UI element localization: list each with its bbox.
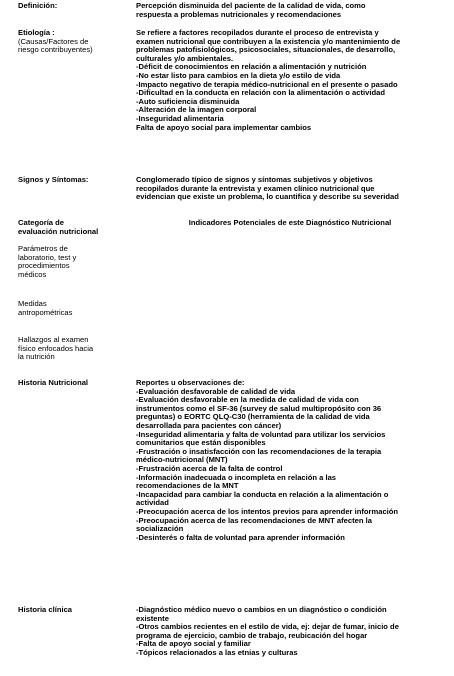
signos-text: Conglomerado típico de signos y síntomas subjetivos y objetivos recopilados durante la entrevista y examen clínico nutricional que evidencian que existe un problema, lo cuantifica y describe su severidad <box>136 175 399 202</box>
etiologia-text: Se refiere a factores recopilados durante el proceso de entrevista y examen nutricional que contribuyen a la existencia y/o mantenimiento de problemas patofisiológicos, psicosociales, situacionales, de desarrollo, culturales y/o ambientales. -Déficit de conocimientos en relación a alimentación y nutrición -No estar listo para cambios en la dieta y/o estilo de vida -Impacto negativo de terapia médico-nutricional en el presente o pasado -Dificultad en la conducta en relación con la alimentación o actividad -Auto suficiencia disminuida -Alteración de la imagen corporal -Inseguridad alimentaria Falta de apoyo social para implementar cambios <box>136 28 401 132</box>
definicion-label: Definición: <box>18 1 58 10</box>
parametros-label: Parámetros de laboratorio, test y procedimientos médicos <box>18 244 77 279</box>
medidas-label: Medidas antropométricas <box>18 299 73 317</box>
historia-clinica-label: Historia clínica <box>18 605 73 614</box>
categoria-label: Categoría de evaluación nutricional <box>18 218 99 236</box>
signos-label: Signos y Síntomas: <box>18 175 89 184</box>
historia-nutricional-label: Historia Nutricional <box>18 378 89 387</box>
historia-clinica-text: -Diagnóstico médico nuevo o cambios en un diagnóstico o condición existente -Otros cambios recientes en el estilo de vida, ej: dejar de fumar, inicio de programa de ejercicio, cambio de trabajo, reubicación del hogar -Falta de apoyo social y familiar -Tópicos relacionados a las etnias y culturas <box>136 605 399 657</box>
historia-nutricional-text: Reportes u observaciones de: -Evaluación desfavorable de calidad de vida -Evaluación desfavorable en la medida de calidad de vida con instrumentos como el SF-36 (survey de salud multipropósito con 36 preguntas) o EORTC QLQ-C30 (herramienta de la calidad de vida desarrollada para pacientes con cáncer) -Inseguridad alimentaria y falta de voluntad para utilizar los servicios comunitarios que están disponibles -Frustración o insatisfacción con las recomendaciones de la terapia médico-nutricional (MNT) -Frustración acerca de la falta de control -Información inadecuada o incompleta en relación a las recomendaciones de la MNT -Incapacidad para cambiar la conducta en relación a la alimentación o actividad -Preocupación acerca de los intentos previos para aprender información -Preocupación acerca de las recomendaciones de MNT afecten la socialización -Desinterés o falta de voluntad para aprender información <box>136 378 399 542</box>
definicion-text: Percepción disminuida del paciente de la calidad de vida, como respuesta a problemas nutricionales y recomendaciones <box>136 1 366 19</box>
etiologia-label: Etiología : (Causas/Factores de riesgo contribuyentes) <box>18 28 93 55</box>
hallazgos-label: Hallazgos al examen físico enfocados hacia la nutrición <box>18 335 94 362</box>
indicadores-heading: Indicadores Potenciales de este Diagnóstico Nutricional <box>188 218 392 227</box>
